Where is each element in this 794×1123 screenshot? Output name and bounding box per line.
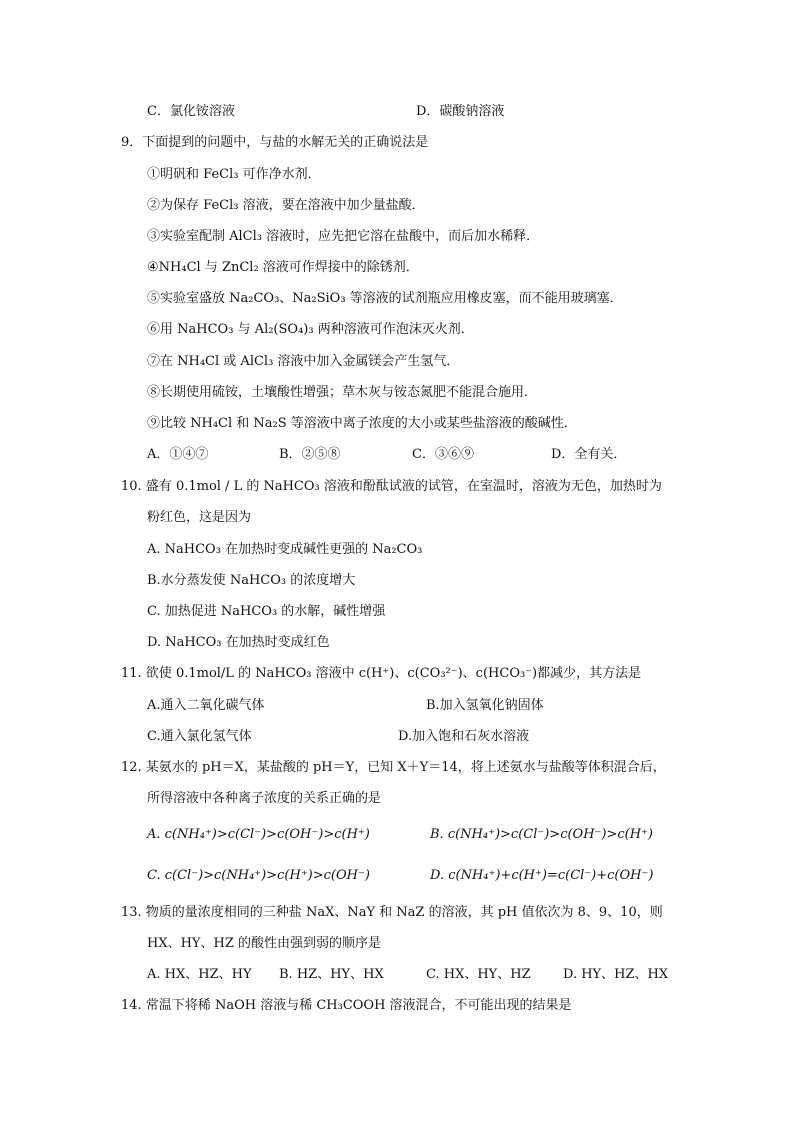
q9-item-6: ⑥用 NaHCO₃ 与 Al₂(SO₄)₃ 两种溶液可作泡沫灭火剂． xyxy=(147,322,474,337)
q12-option-b: B. c(NH₄⁺)>c(Cl⁻)>c(OH⁻)>c(H⁺) xyxy=(430,827,653,842)
q9-item-7: ⑦在 NH₄Cl 或 AlCl₃ 溶液中加入金属镁会产生氢气． xyxy=(147,354,460,369)
q9-item-8: ⑧长期使用硫铵，土壤酸性增强；草木灰与铵态氮肥不能混合施用． xyxy=(147,385,538,400)
q12-option-d: D. c(NH₄⁺)+c(H⁺)=c(Cl⁻)+c(OH⁻) xyxy=(430,868,654,883)
question-10-stem-line2: 粉红色，这是因为 xyxy=(147,510,252,525)
q11-option-a: A.通入二氧化碳气体 xyxy=(147,698,265,713)
q13-option-a: A. HX、HZ、HY xyxy=(147,967,252,982)
q10-option-d: D. NaHCO₃ 在加热时变成红色 xyxy=(147,635,330,650)
q12-option-a: A. c(NH₄⁺)>c(Cl⁻)>c(OH⁻)>c(H⁺) xyxy=(147,827,370,842)
q10-option-b: B.水分蒸发使 NaHCO₃ 的浓度增大 xyxy=(147,573,356,588)
question-12-stem-line2: 所得溶液中各种离子浓度的关系正确的是 xyxy=(147,791,382,806)
question-13-stem-line1: 13. 物质的量浓度相同的三种盐 NaX、NaY 和 NaZ 的溶液，其 pH 值依次为 8、9、10，则 xyxy=(121,905,663,920)
option-c: C．氯化铵溶液 xyxy=(147,104,235,119)
q13-option-c: C. HX、HY、HZ xyxy=(426,967,531,982)
question-13-stem-line2: HX、HY、HZ 的酸性由强到弱的顺序是 xyxy=(147,936,382,951)
q12-option-c: C. c(Cl⁻)>c(NH₄⁺)>c(H⁺)>c(OH⁻) xyxy=(147,868,370,883)
question-10-stem-line1: 10. 盛有 0.1mol / L 的 NaHCO₃ 溶液和酚酞试液的试管，在室温时，溶液为无色，加热时为 xyxy=(121,479,662,494)
q9-option-a: A．①④⑦ xyxy=(147,447,209,462)
q13-option-b: B. HZ、HY、HX xyxy=(279,967,384,982)
question-9-stem: 9．下面提到的问题中，与盐的水解无关的正确说法是 xyxy=(121,135,429,150)
q9-option-d: D．全有关． xyxy=(551,447,627,462)
q10-option-c: C. 加热促进 NaHCO₃ 的水解，碱性增强 xyxy=(147,604,386,619)
q13-option-d: D. HY、HZ、HX xyxy=(563,967,669,982)
option-d: D．碳酸钠溶液 xyxy=(416,104,505,119)
q9-option-b: B．②⑤⑧ xyxy=(279,447,341,462)
q11-option-d: D.加入饱和石灰水溶液 xyxy=(398,729,530,744)
q11-option-b: B.加入氢氧化钠固体 xyxy=(426,698,544,713)
q9-item-5: ⑤实验室盛放 Na₂CO₃、Na₂SiO₃ 等溶液的试剂瓶应用橡皮塞，而不能用玻璃塞． xyxy=(147,291,623,306)
question-14-stem: 14. 常温下将稀 NaOH 溶液与稀 CH₃COOH 溶液混合，不可能出现的结果是 xyxy=(121,998,572,1013)
question-12-stem-line1: 12. 某氨水的 pH＝X，某盐酸的 pH＝Y，已知 X＋Y＝14，将上述氨水与盐酸等体积混合后， xyxy=(121,760,666,775)
q10-option-a: A. NaHCO₃ 在加热时变成碱性更强的 Na₂CO₃ xyxy=(147,542,423,557)
q11-option-c: C.通入氯化氢气体 xyxy=(147,729,252,744)
q9-item-3: ③实验室配制 AlCl₃ 溶液时，应先把它溶在盐酸中，而后加水稀释． xyxy=(147,229,540,244)
q9-option-c: C．③⑥⑨ xyxy=(412,447,474,462)
q9-item-4: ④NH₄Cl 与 ZnCl₂ 溶液可作焊接中的除锈剂． xyxy=(147,260,419,275)
q9-item-1: ①明矾和 FeCl₃ 可作净水剂． xyxy=(147,167,321,182)
question-11-stem: 11. 欲使 0.1mol/L 的 NaHCO₃ 溶液中 c(H⁺)、c(CO₃²⁻)、c(HCO₃⁻)都减少，其方法是 xyxy=(121,666,642,681)
q9-item-2: ②为保存 FeCl₃ 溶液，要在溶液中加少量盐酸． xyxy=(147,198,425,213)
q9-item-9: ⑨比较 NH₄Cl 和 Na₂S 等溶液中离子浓度的大小或某些盐溶液的酸碱性． xyxy=(147,416,577,431)
